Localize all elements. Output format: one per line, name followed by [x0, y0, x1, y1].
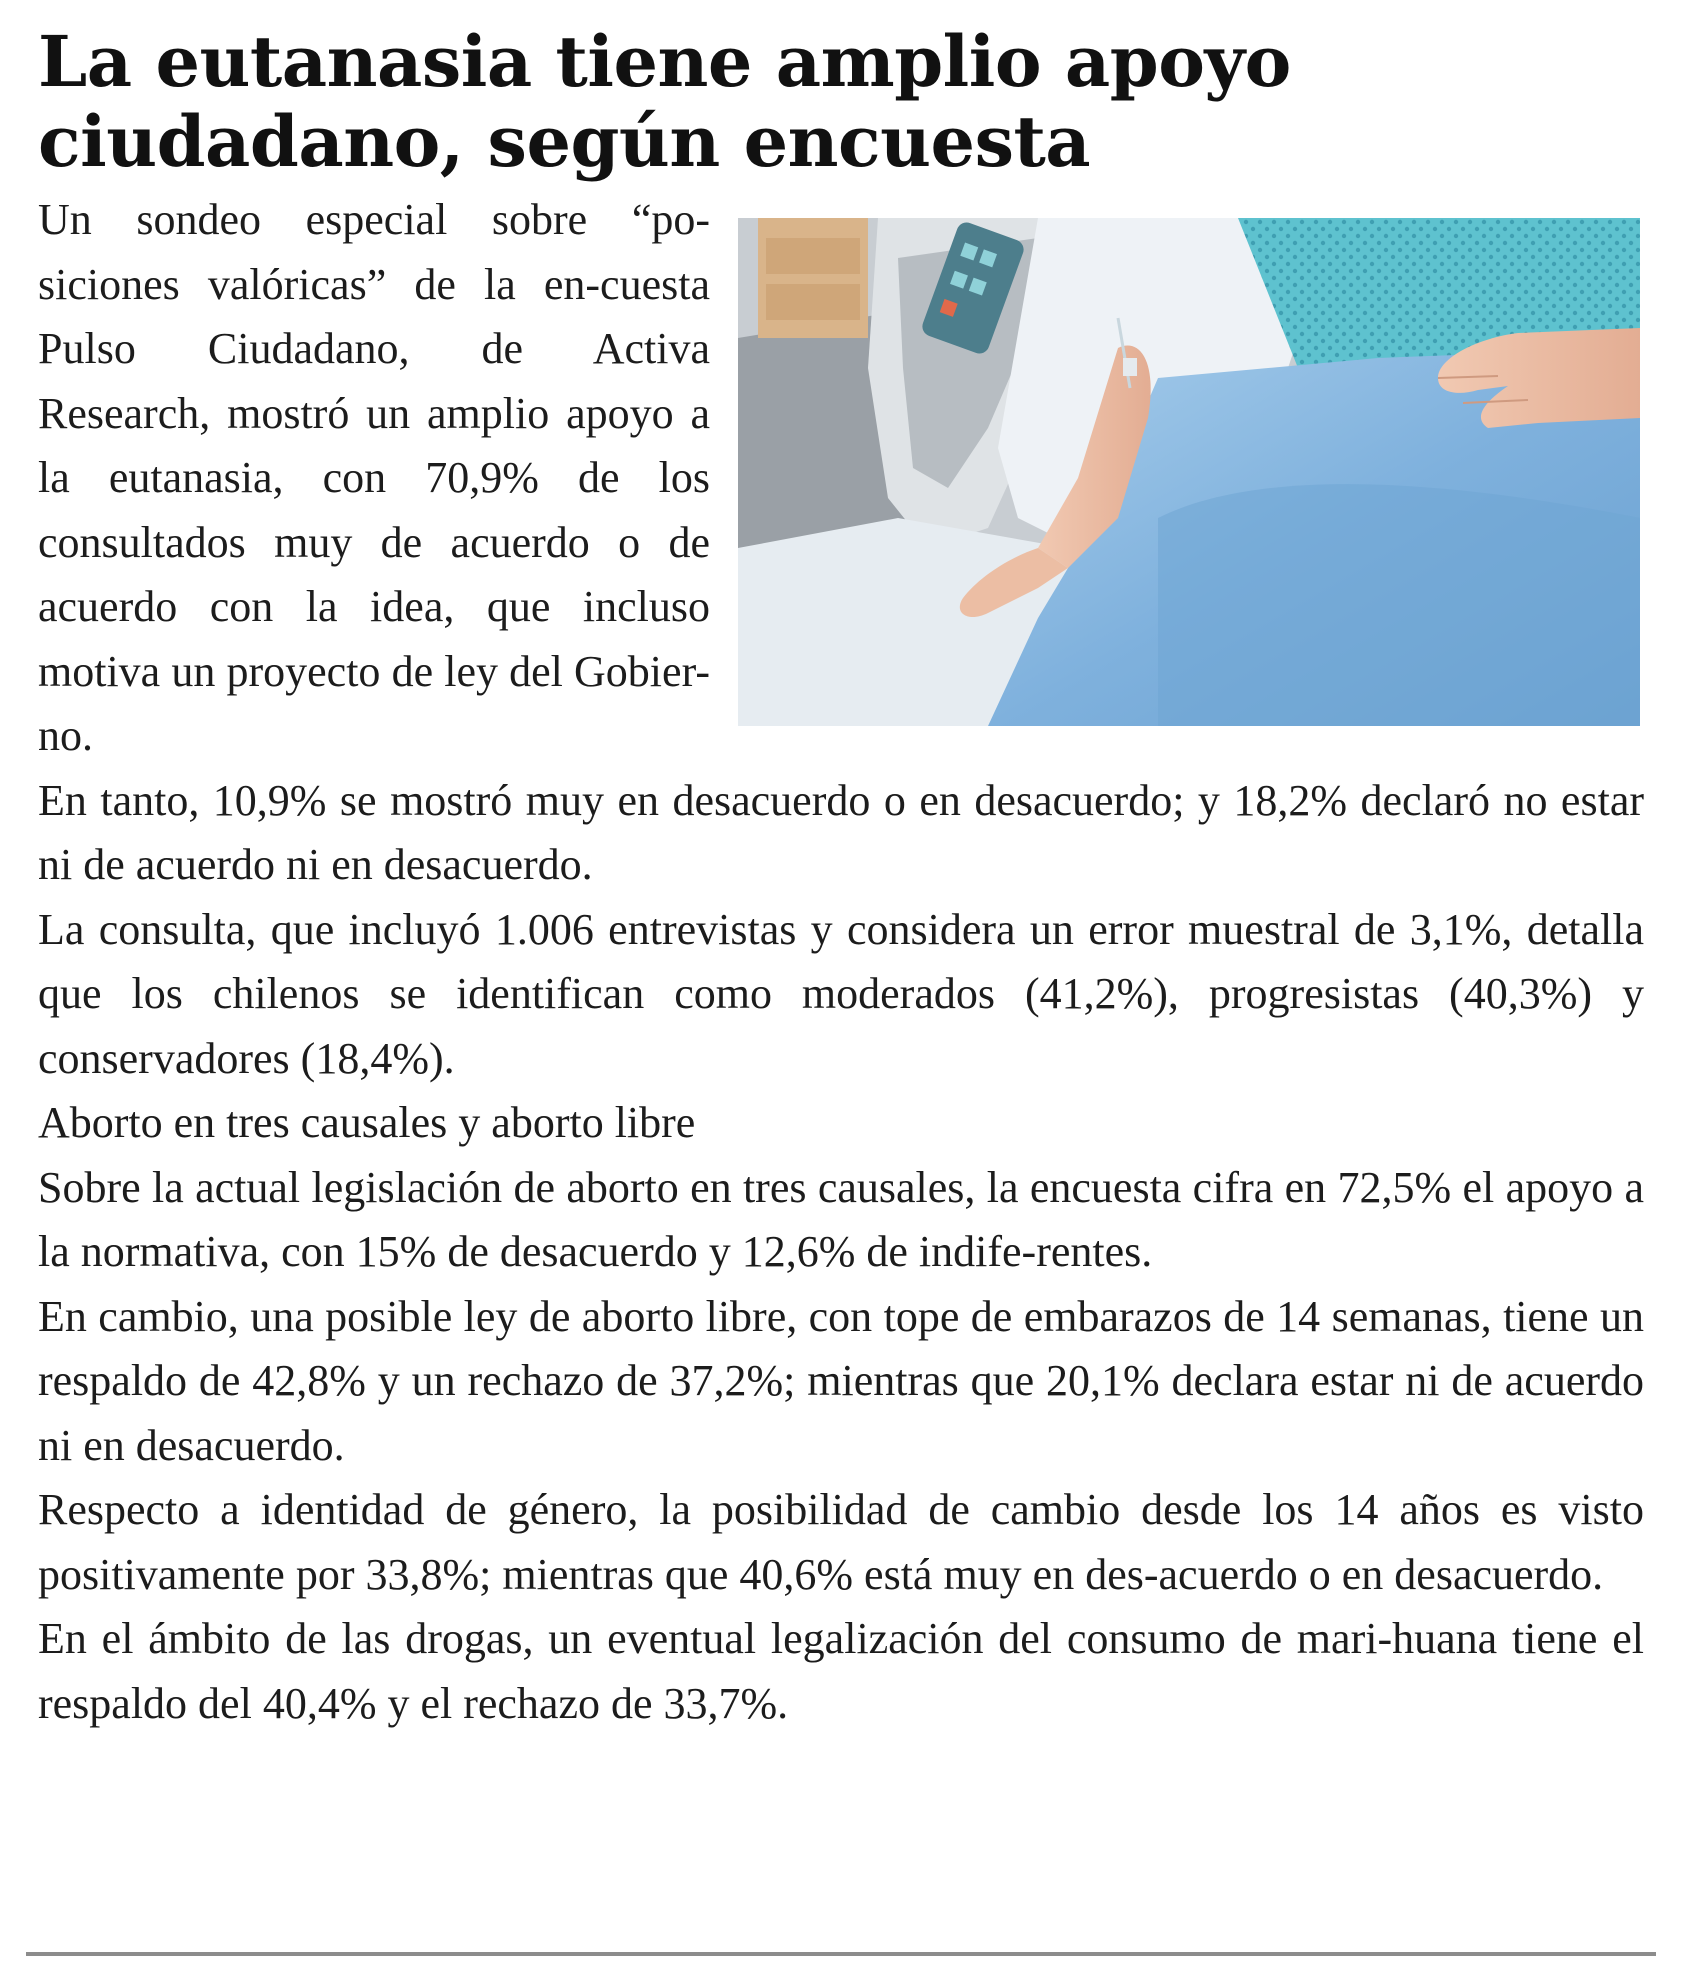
article-body — [38, 188, 1644, 1736]
paragraph-gender-identity: Respecto a identidad de género, la posibilidad de cambio desde los 14 años es visto positivamente por 33,8%; mientras que 40,6% está muy en des-acuerdo o en desacuerdo. — [38, 1485, 1644, 1599]
subheading-abortion: Aborto en tres causales y aborto libre — [38, 1098, 696, 1147]
paragraph-free-abortion: En cambio, una posible ley de aborto libre, con tope de embarazos de 14 semanas, tiene un respaldo de 42,8% y un rechazo de 37,2%; mientras que 20,1% declara estar ni de acuerdo ni en desacuerdo. — [38, 1291, 1644, 1470]
headline: La eutanasia tiene amplio apoyo ciudadano, según encuesta — [38, 20, 1291, 183]
paragraph-disagreement: En tanto, 10,9% se mostró muy en desacuerdo o en desacuerdo; y 18,2% declaró no estar ni de acuerdo ni en desacuerdo. — [38, 775, 1644, 889]
bottom-divider — [26, 1952, 1656, 1956]
paragraph-drugs: En el ámbito de las drogas, un eventual legalización del consumo de mari-huana tiene el respaldo del 40,4% y el rechazo de 33,7%. — [38, 1614, 1644, 1728]
paragraph-methodology: La consulta, que incluyó 1.006 entrevistas y considera un error muestral de 3,1%, detalla que los chilenos se identifican como moderados (41,2%), progresistas (40,3%) y conservadores (18,4%). — [38, 904, 1644, 1083]
hospital-patient-photo — [738, 218, 1640, 726]
paragraph-three-causes: Sobre la actual legislación de aborto en tres causales, la encuesta cifra en 72,5% el apoyo a la normativa, con 15% de desacuerdo y 12,6% de indife-rentes. — [38, 1162, 1644, 1276]
article — [38, 22, 1644, 1736]
lead-paragraph: Un sondeo especial sobre “po-siciones valóricas” de la en-cuesta Pulso Ciudadano, de Activa Research, mostró un amplio apoyo a la eutanasia, con 70,9% de los consultados muy de acuerdo o de acuerdo con la idea, que incluso motiva un proyecto de ley del Gobier-no. — [38, 195, 710, 760]
